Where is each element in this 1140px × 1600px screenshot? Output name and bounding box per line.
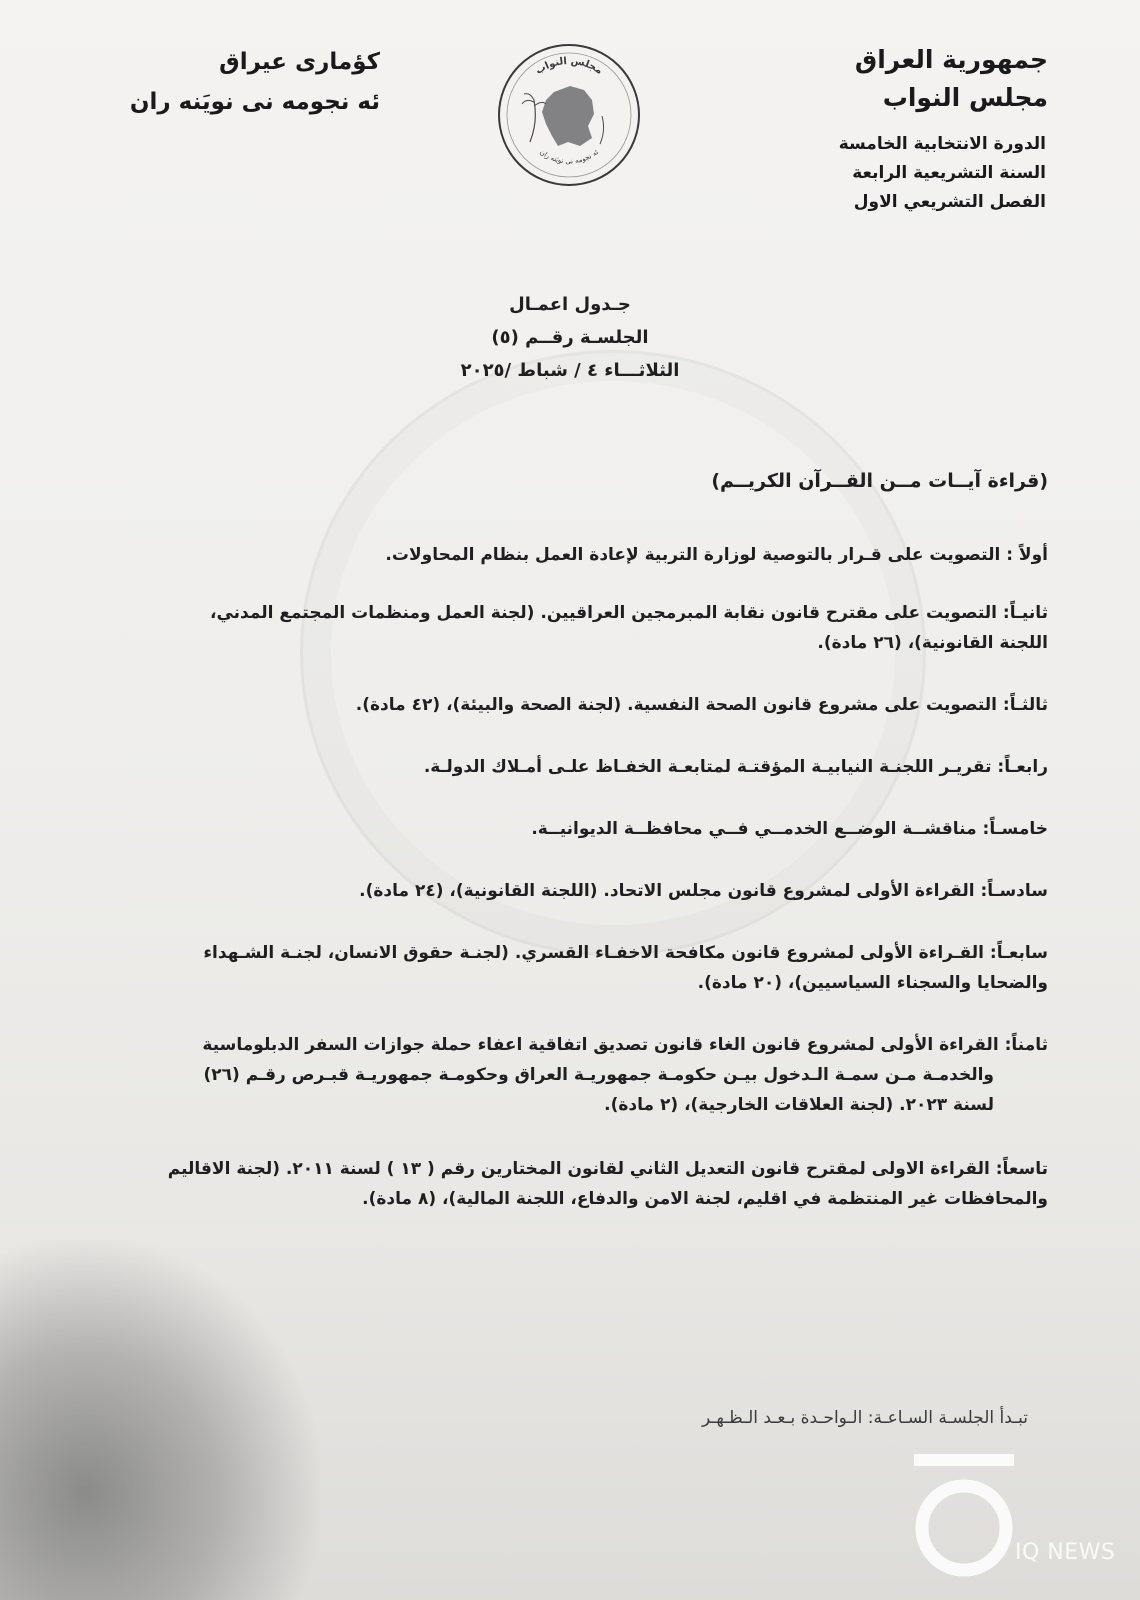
list-item: رابعـاً: تقريـر اللجنـة النيابيـة المؤقتـة لمتابعـة الخفـاظ علـى أمـلاك الدولـة. <box>423 757 1048 777</box>
emblem-top-text: مجلس النواب <box>533 55 605 77</box>
list-item: سابعـاً: القـراءة الأولى لمشروع قانون مكافحة الاخفـاء القسري. (لجنـة حقوق الانسان، لجنـة الشـهداء والضحايا والسجناء السياسيين)، (٢٠ مادة). <box>203 943 1048 993</box>
emblem-bottom-text: ئه نجومه نى نويَنه ران <box>538 148 600 166</box>
electoral-term: الدورة الانتخابية الخامسة <box>838 134 1046 154</box>
republic-name-ar: جمهورية العراق <box>854 45 1048 74</box>
list-item: ثانيـاً: التصويت على مقترح قانون نقابة المبرمجين العراقيين. (لجنة العمل ومنظمات المجتمع المدني، اللجنة القانونية)، (٢٦ مادة). <box>210 603 1048 653</box>
list-item: ثالثـاً: التصويت على مشروع قانون الصحة النفسية. (لجنة الصحة والبيئة)، (٤٢ مادة). <box>355 695 1048 715</box>
list-item: ثامناً: القراءة الأولى لمشروع قانون الغاء قانون تصديق اتفاقية اعفاء حملة جوازات السفر الدبلوماسية والخدمـة مـن سمـة الـدخول بيـن حكومـة جمهوريـة العراق وحكومـة جمهوريـة قبـرص رقـم (٢٦) لسنة ٢٠٢٣. (لجنة العلاقات الخارجية)، (٢ مادة). <box>202 1035 1048 1115</box>
council-name-ar: مجلس النواب <box>882 83 1048 112</box>
agenda-title-block <box>370 288 770 387</box>
svg-text:مجلس النواب <box>534 56 605 77</box>
header-kurdish <box>80 42 380 122</box>
brand-name: IQ NEWS <box>1015 1540 1116 1565</box>
session-date: الثلاثـــاء ٤ / شباط /٢٠٢٥ <box>460 360 680 381</box>
list-item: أولاً : التصويت على قـرار بالتوصية لوزارة التربية لإعادة العمل بنظام المحاولات. <box>385 545 1048 565</box>
council-name-ku: ئه نجومه نى نويَنه ران <box>129 89 380 115</box>
header-arabic <box>788 42 1048 217</box>
quran-reading: (قراءة آيــات مــن القــرآن الكريــم) <box>711 470 1048 492</box>
list-item: خامسـاً: مناقشــة الوضــع الخدمــي فــي محافظــة الديوانيــة. <box>531 819 1048 839</box>
photo-shadow <box>0 1240 320 1600</box>
session-start-note: تبـدأ الجلسـة السـاعـة: الـواحـدة بـعـد الـظـهـر <box>702 1408 1028 1428</box>
legislative-year: السنة التشريعية الرابعة <box>852 163 1046 183</box>
agenda-title: جـدول اعمـال <box>509 294 631 315</box>
svg-text:ئه نجومه نى نويَنه ران <box>538 148 600 165</box>
legislative-chapter: الفصل التشريعي الاول <box>853 192 1046 212</box>
republic-name-ku: كؤمارى عيراق <box>219 49 380 75</box>
parliament-emblem-icon <box>496 42 642 188</box>
list-item: تاسعاً: القراءة الاولى لمقترح قانون التعديل الثاني لقانون المختارين رقم ( ١٣ ) لسنة ٢٠١١. (لجنة الاقاليم والمحافظات غير المنتظمة في اقليم، لجنة الامن والدفاع، اللجنة المالية)، (٨ مادة). <box>167 1159 1048 1209</box>
session-number: الجلسـة رقــم (٥) <box>491 327 649 348</box>
list-item: سادسـاً: القراءة الأولى لمشروع قانون مجلس الاتحاد. (اللجنة القانونية)، (٢٤ مادة). <box>359 881 1048 901</box>
